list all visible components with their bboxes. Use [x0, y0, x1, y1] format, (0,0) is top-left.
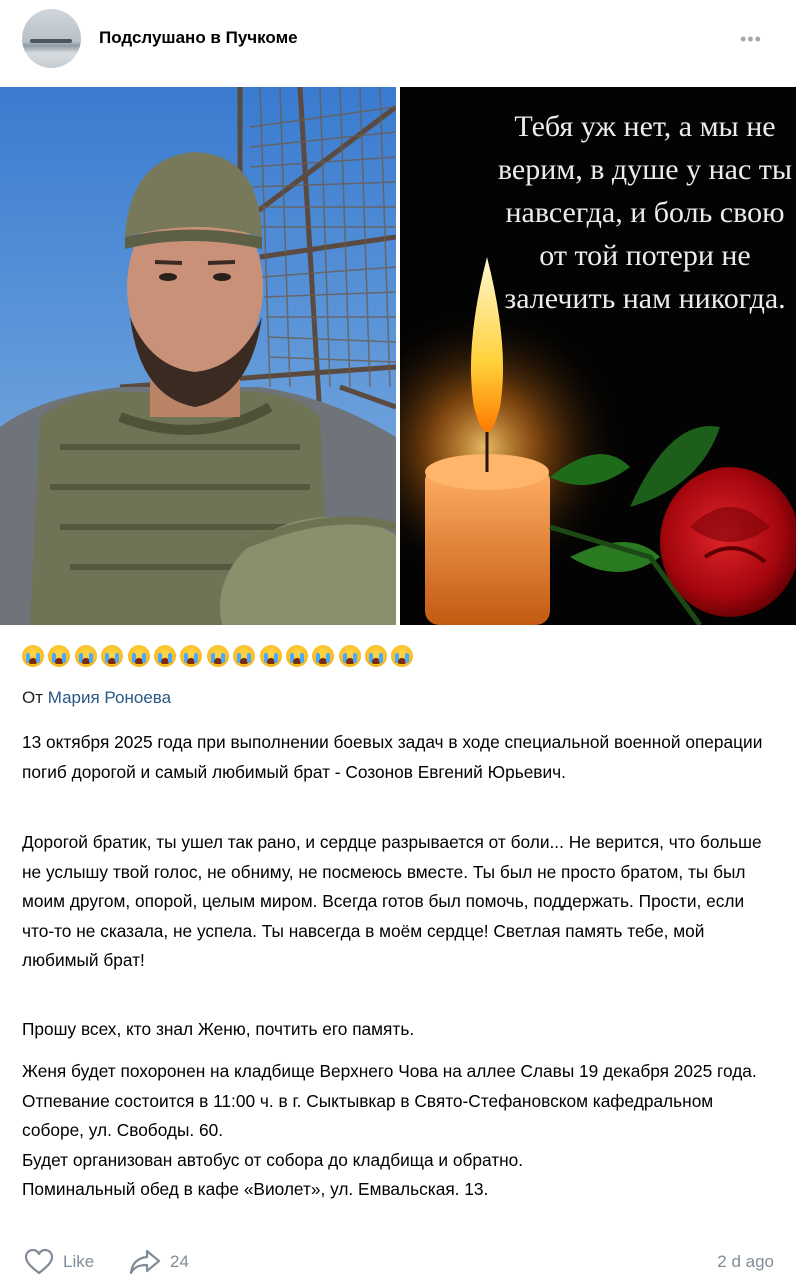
post-signature — [22, 688, 171, 708]
soldier-photo[interactable] — [0, 87, 396, 625]
share-arrow-icon[interactable] — [128, 1248, 162, 1276]
more-dots-icon[interactable]: ••• — [740, 29, 762, 49]
loudly-crying-emoji-icon — [260, 645, 282, 667]
loudly-crying-emoji-icon — [75, 645, 97, 667]
loudly-crying-emoji-icon — [154, 645, 176, 667]
crying-emoji-row — [22, 645, 418, 671]
post-paragraph: Прошу всех, кто знал Женю, почтить его память. — [22, 1019, 415, 1039]
post-paragraph: Дорогой братик, ты ушел так рано, и сердце разрывается от боли... Не верится, что больше не услышу твой голос, не обниму, не посмеюсь вместе. Ты был не просто братом, ты был моим другом, опорой, целым миром. Всегда готов был помочь, поддержать. Прости, если что-то не сказала, не успела. Ты навсегда в моём сердце! Светлая память тебе, мой любимый брат! — [22, 832, 762, 971]
loudly-crying-emoji-icon — [101, 645, 123, 667]
detail-line: Отпевание состоится в 11:00 ч. в г. Сыктывкар в Свято-Стефановском кафедральном соборе, ул. Свободы. 60. — [22, 1090, 714, 1141]
from-prefix: От — [22, 688, 44, 707]
memorial-image[interactable] — [400, 87, 796, 625]
detail-line: Поминальный обед в кафе «Виолет», ул. Емвальская. 13. — [22, 1179, 489, 1200]
post-paragraph: 13 октября 2025 года при выполнении боевых задач в ходе специальной военной операции погиб дорогой и самый любимый брат - Созонов Евгений Юрьевич. — [22, 732, 763, 782]
loudly-crying-emoji-icon — [207, 645, 229, 667]
loudly-crying-emoji-icon — [22, 645, 44, 667]
post-photos — [0, 87, 796, 625]
loudly-crying-emoji-icon — [233, 645, 255, 667]
share-count: 24 — [170, 1252, 189, 1271]
post-header — [0, 0, 796, 82]
loudly-crying-emoji-icon — [128, 645, 150, 667]
loudly-crying-emoji-icon — [391, 645, 413, 667]
loudly-crying-emoji-icon — [286, 645, 308, 667]
loudly-crying-emoji-icon — [48, 645, 70, 667]
detail-line: Женя будет похоронен на кладбище Верхнего Чова на аллее Славы 19 декабря 2025 года. — [22, 1061, 757, 1081]
detail-line: Будет организован автобус от собора до кладбища и обратно. — [22, 1149, 524, 1170]
heart-outline-icon[interactable] — [24, 1248, 54, 1276]
author-link[interactable]: Мария Роноева — [47, 688, 172, 707]
group-avatar[interactable] — [22, 9, 81, 68]
like-button[interactable]: Like — [63, 1252, 95, 1271]
post-footer — [0, 1238, 796, 1280]
funeral-details — [22, 1057, 772, 1205]
loudly-crying-emoji-icon — [180, 645, 202, 667]
loudly-crying-emoji-icon — [339, 645, 361, 667]
post-time[interactable]: 2 d ago — [717, 1252, 774, 1271]
memorial-poem: Тебя уж нет, а мы не верим, в душе у нас ты навсегда, и боль свою от той потери не залечить нам никогда. — [497, 110, 793, 315]
group-name[interactable]: Подслушано в Пучкоме — [99, 28, 298, 47]
loudly-crying-emoji-icon — [312, 645, 334, 667]
loudly-crying-emoji-icon — [365, 645, 387, 667]
